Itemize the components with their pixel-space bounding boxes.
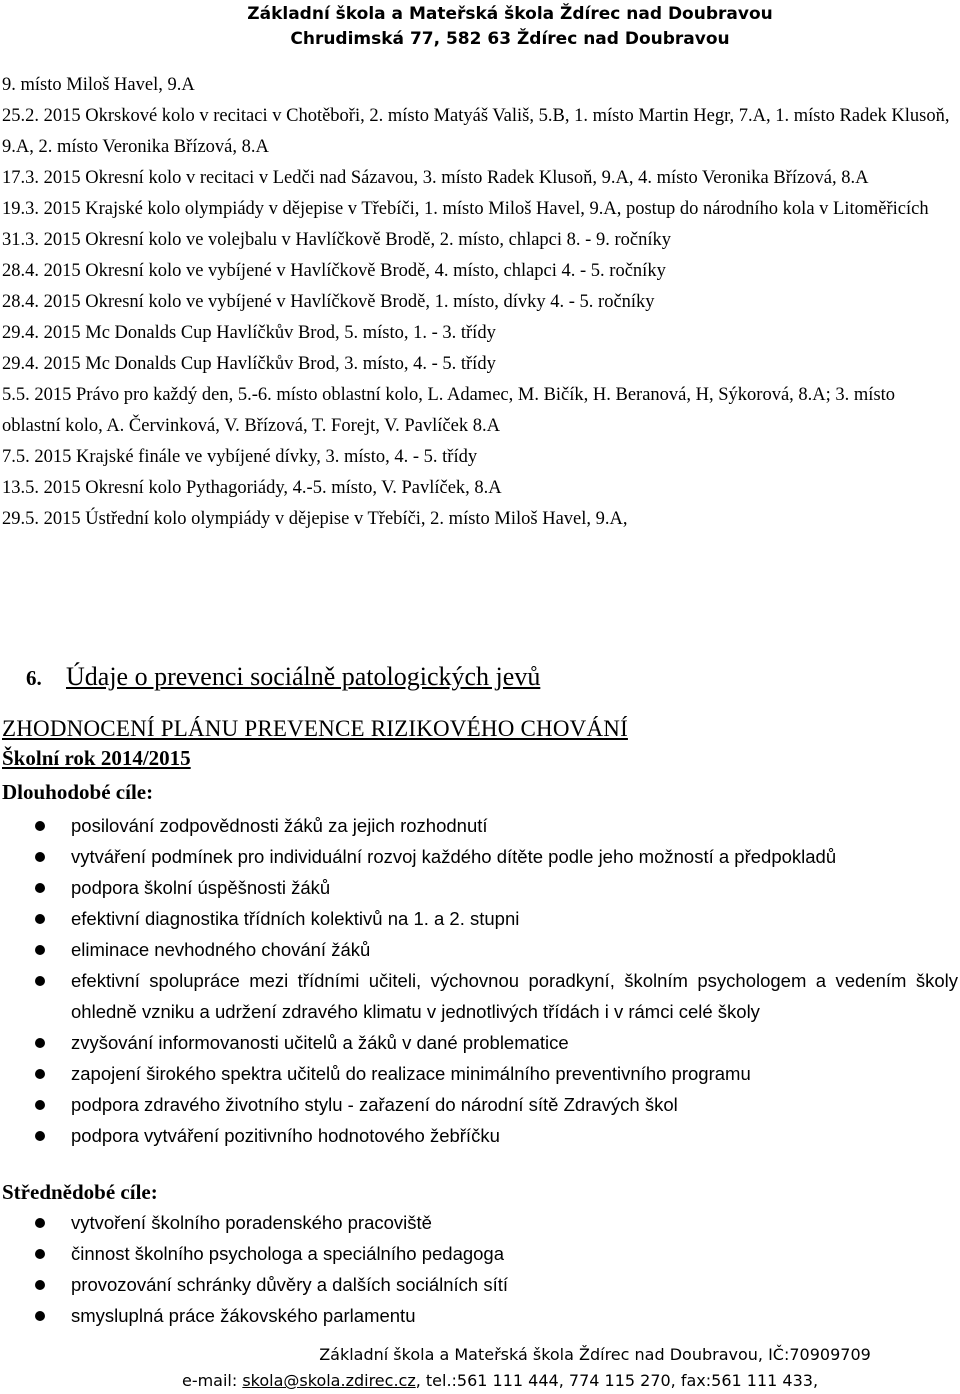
bullet-icon bbox=[35, 945, 45, 955]
list-item: vytvoření školního poradenského pracoviště bbox=[0, 1207, 958, 1238]
header-school-name: Základní škola a Mateřská škola Ždírec nad Doubravou bbox=[247, 4, 773, 24]
list-item: posilování zodpovědnosti žáků za jejich rozhodnutí bbox=[0, 810, 958, 841]
result-item: 28.4. 2015 Okresní kolo ve vybíjené v Havlíčkově Brodě, 4. místo, chlapci 4. - 5. ročníky bbox=[2, 261, 666, 281]
list-item: efektivní spolupráce mezi třídními učiteli, výchovnou poradkyní, školním psychologem a vedením školy ohledně vzniku a udržení zdravého klimatu v jednotlivých třídách i v rámci celé školy bbox=[0, 965, 958, 1027]
bullet-icon bbox=[35, 821, 45, 831]
long-term-goals-list bbox=[0, 810, 958, 1151]
result-item: 29.4. 2015 Mc Donalds Cup Havlíčkův Brod, 5. místo, 1. - 3. třídy bbox=[2, 323, 496, 343]
list-item: efektivní diagnostika třídních kolektivů na 1. a 2. stupni bbox=[0, 903, 958, 934]
results-list bbox=[2, 70, 957, 535]
bullet-icon bbox=[35, 1131, 45, 1141]
bullet-icon bbox=[35, 1311, 45, 1321]
section-title bbox=[26, 662, 540, 692]
result-item: 5.5. 2015 Právo pro každý den, 5.-6. místo oblastní kolo, L. Adamec, M. Bičík, H. Beranová, H, Sýkorová, 8.A; 3. místo oblastní kolo, A. Červinková, V. Břízová, T. Forejt, V. Pavlíček 8.A bbox=[2, 385, 896, 436]
plan-heading bbox=[2, 716, 957, 742]
bullet-icon bbox=[35, 914, 45, 924]
list-item: vytváření podmínek pro individuální rozvoj každého dítěte podle jeho možností a předpokladů bbox=[0, 841, 958, 872]
section-title-text: Údaje o prevenci sociálně patologických jevů bbox=[66, 662, 541, 691]
result-item: 25.2. 2015 Okrskové kolo v recitaci v Chotěboři, 2. místo Matyáš Vališ, 5.B, 1. místo Martin Hegr, 7.A, 1. místo Radek Klusoň, 9.A, 2. místo Veronika Břízová, 8.A bbox=[2, 106, 950, 157]
result-item: 29.5. 2015 Ústřední kolo olympiády v dějepise v Třebíči, 2. místo Miloš Havel, 9.A, bbox=[2, 509, 628, 529]
bullet-icon bbox=[35, 1100, 45, 1110]
school-year-text: Školní rok 2014/2015 bbox=[2, 746, 191, 770]
list-item: zvyšování informovanosti učitelů a žáků v dané problematice bbox=[0, 1027, 958, 1058]
list-item: zapojení širokého spektra učitelů do realizace minimálního preventivního programu bbox=[0, 1058, 958, 1089]
page-footer bbox=[0, 1342, 960, 1394]
header-address: Chrudimská 77, 582 63 Ždírec nad Doubravou bbox=[290, 29, 730, 49]
result-item: 17.3. 2015 Okresní kolo v recitaci v Ledči nad Sázavou, 3. místo Radek Klusoň, 9.A, 4. místo Veronika Břízová, 8.A bbox=[2, 168, 869, 188]
bullet-icon bbox=[35, 883, 45, 893]
section-number: 6. bbox=[26, 666, 42, 690]
list-item: činnost školního psychologa a speciálního pedagoga bbox=[0, 1238, 958, 1269]
bullet-icon bbox=[35, 1249, 45, 1259]
list-item: eliminace nevhodného chování žáků bbox=[0, 934, 958, 965]
school-year-heading bbox=[2, 746, 957, 771]
plan-heading-text: ZHODNOCENÍ PLÁNU PREVENCE RIZIKOVÉHO CHOVÁNÍ bbox=[2, 716, 628, 741]
bullet-icon bbox=[35, 1069, 45, 1079]
bullet-icon bbox=[35, 1280, 45, 1290]
bullet-icon bbox=[35, 1218, 45, 1228]
email-link[interactable]: skola@skola.zdirec.cz bbox=[242, 1371, 416, 1390]
bullet-icon bbox=[35, 1038, 45, 1048]
long-term-goals-heading: Dlouhodobé cíle: bbox=[2, 780, 154, 804]
list-item: podpora školní úspěšnosti žáků bbox=[0, 872, 958, 903]
list-item: podpora vytváření pozitivního hodnotového žebříčku bbox=[0, 1120, 958, 1151]
result-item: 31.3. 2015 Okresní kolo ve volejbalu v Havlíčkově Brodě, 2. místo, chlapci 8. - 9. ročníky bbox=[2, 230, 671, 250]
footer-contact-rest: , tel.:561 111 444, 774 115 270, fax:561 111 433, bbox=[415, 1371, 819, 1390]
footer-contact-line bbox=[40, 1368, 960, 1394]
result-item: 19.3. 2015 Krajské kolo olympiády v dějepise v Třebíči, 1. místo Miloš Havel, 9.A, postup do národního kola v Litoměřicích bbox=[2, 199, 929, 219]
result-item: 28.4. 2015 Okresní kolo ve vybíjené v Havlíčkově Brodě, 1. místo, dívky 4. - 5. ročníky bbox=[2, 292, 655, 312]
result-item: 29.4. 2015 Mc Donalds Cup Havlíčkův Brod, 3. místo, 4. - 5. třídy bbox=[2, 354, 496, 374]
list-item: provozování schránky důvěry a dalších sociálních sítí bbox=[0, 1269, 958, 1300]
list-item: smysluplná práce žákovského parlamentu bbox=[0, 1300, 958, 1331]
footer-email-prefix: e-mail: bbox=[181, 1371, 243, 1390]
result-item: 13.5. 2015 Okresní kolo Pythagoriády, 4.-5. místo, V. Pavlíček, 8.A bbox=[2, 478, 502, 498]
result-item: 9. místo Miloš Havel, 9.A bbox=[2, 75, 195, 95]
footer-school-line: Základní škola a Mateřská škola Ždírec nad Doubravou, IČ:70909709 bbox=[319, 1345, 871, 1364]
bullet-icon bbox=[35, 852, 45, 862]
mid-term-goals-list bbox=[0, 1207, 958, 1331]
bullet-icon bbox=[35, 976, 45, 986]
result-item: 7.5. 2015 Krajské finále ve vybíjené dívky, 3. místo, 4. - 5. třídy bbox=[2, 447, 478, 467]
mid-term-goals-heading: Střednědobé cíle: bbox=[2, 1180, 158, 1204]
page-header bbox=[0, 2, 960, 52]
list-item: podpora zdravého životního stylu - zařazení do národní sítě Zdravých škol bbox=[0, 1089, 958, 1120]
